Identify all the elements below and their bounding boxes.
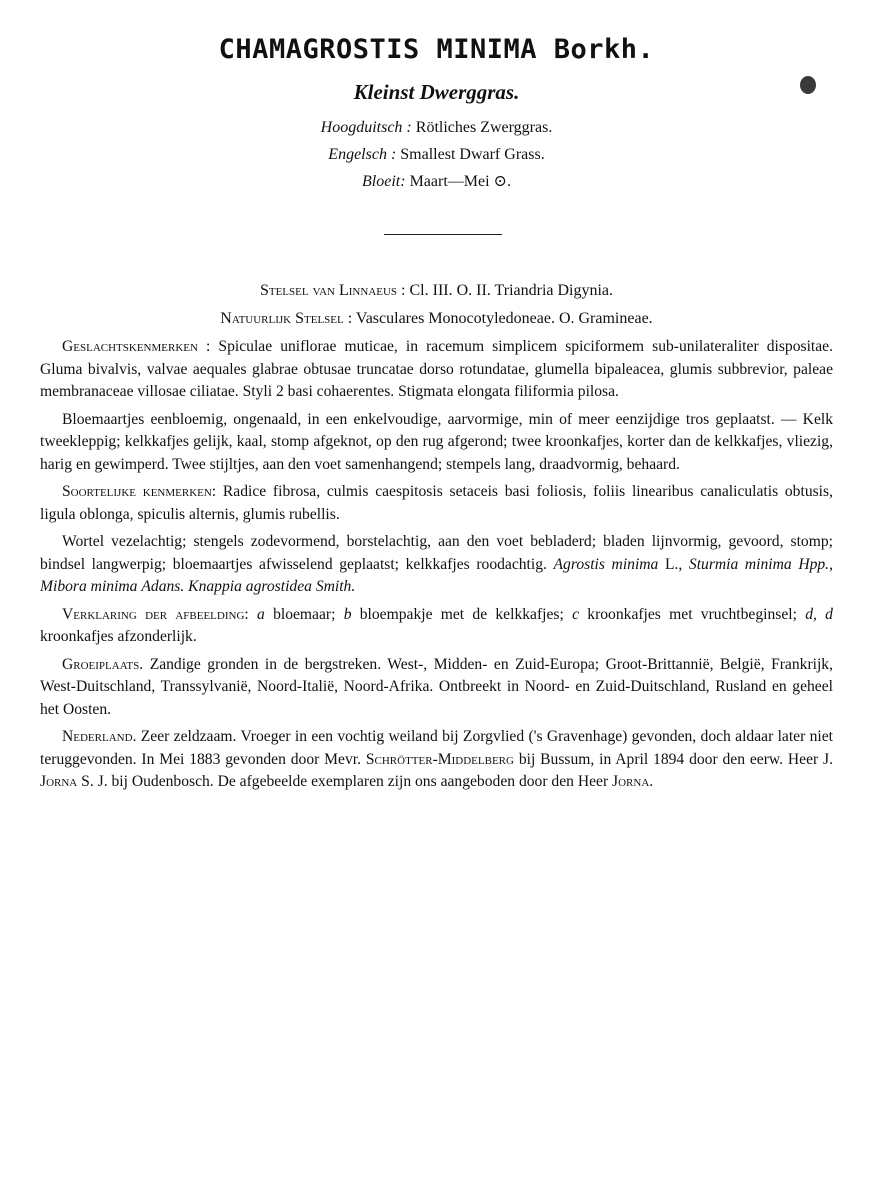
habitat-text: Zandige gronden in de bergstreken. West-, Midden- en Zuid-Europa; Groot-Brittannië, België, Frankrijk, West-Duitschland, Transsylvanië, Noord-Italië, Noord-Afrika. Ontbreekt in Noord- en Zuid-Duitschland, Rusland en geheel het Oosten. [40,655,834,718]
genus-latin-paragraph [40,336,833,404]
english-name-line [0,141,873,168]
german-name-label: Hoogduitsch : [320,119,412,136]
divider-rule [384,234,502,235]
synonym-4-author: Smith. [315,578,356,595]
habitat-label: Groeiplaats. [62,655,144,673]
person-jorna-1: Jorna [40,773,78,790]
synonym-2-author: Hpp. [798,555,830,573]
natural-system-value: Vasculares Monocotyledoneae. O. Gramineae. [355,310,653,327]
species-dutch-text: Wortel vezelachtig; stengels zodevormend, borstelachtig, aan den voet bebladerd; bladen lijnvormig, gevoord, stomp; bindsel langwerpig; bloemaartjes afwisselend geplaatst; kelkkafjes roodachtig. [40,533,833,573]
figure-b-letter: b [343,605,352,623]
figure-c-letter: c [572,605,579,623]
synonym-1-name: Agrostis minima [553,555,659,573]
english-name-value: Smallest Dwarf Grass. [400,146,545,163]
synonym-4-name: Knappia agrostidea [188,578,312,595]
figure-a-text: bloemaar; [273,605,336,623]
genus-dutch-paragraph: Bloemaartjes eenbloemig, ongenaald, in een enkelvoudige, aarvormige, min of meer eenzijdige tros geplaatst. — Kelk tweekleppig; kelkkafjes gelijk, kaal, stomp afgeknot, op den rug afgerond; twee kroonkafjes, korter dan de kelkkafjes, vliezig, harig en gewimperd. Twee stijltjes, aan den voet samenhangend; stempels lang, draadvormig, behaard. [40,410,833,473]
synonym-3-name: Mibora minima [40,578,138,595]
person-schrotter: Schrötter-Middelberg [365,750,514,768]
page-title: CHAMAGROSTIS MINIMA Borkh. [218,34,655,65]
genus-latin-text: Spiculae uniflorae muticae, in racemum simplicem spiciformem sub-unilateraliter dispositae. Gluma bivalvis, valvae aequales glabrae obtusae truncatae dorso rotundatae, glumella bipaleacea, glumis subbrevior, paleae membranaceae villosae ciliatae. Styli 2 basi cohaerentes. Stigmata elongata filiformia pilosa. [40,338,833,400]
german-name-line [0,114,873,141]
natural-system-label: Natuurlijk Stelsel : [220,310,353,327]
species-label: Soortelijke kenmerken: [62,483,217,500]
netherlands-text-2: bij Bussum, in April 1894 door den eerw. Heer J. [518,750,834,768]
flowering-label: Bloeit: [362,173,406,190]
synonym-2-name: Sturmia minima [688,555,792,573]
natural-system-line [0,310,873,328]
synonym-3-author: Adans. [141,578,185,595]
netherlands-paragraph [40,726,833,794]
synonym-1-author: L. [664,555,679,573]
flowering-line [0,168,873,195]
english-name-label: Engelsch : [328,146,397,163]
figure-b-text: bloempakje met de kelkkafjes; [359,605,564,623]
person-jorna-2: Jorna [612,773,650,790]
species-latin-text: Radice fibrosa, culmis caespitosis setaceis basi foliosis, foliis linearibus canaliculatis obtusis, ligula oblonga, spiculis alternis, glumis rubellis. [40,483,833,523]
netherlands-text-3: S. J. bij Oudenbosch. De afgebeelde exemplaren zijn ons aangeboden door den Heer [81,773,609,790]
flowering-value: Maart—Mei ⊙. [409,173,511,190]
ink-blot [800,76,816,94]
figure-label: Verklaring der afbeelding: [62,605,249,623]
linnaeus-label: Stelsel van Linnaeus : [259,282,406,299]
habitat-paragraph [40,654,833,722]
vernacular-names [0,114,873,195]
genus-label: Geslachtskenmerken : [62,338,211,355]
figure-explanation-paragraph [40,604,833,649]
linnaeus-system-line [0,282,873,300]
figure-d-letters: d, d [805,605,833,623]
dutch-name: Kleinst Dwerggras. [353,80,520,104]
species-dutch-paragraph: Wortel vezelachtig; stengels zodevormend, borstelachtig, aan den voet bebladerd; bladen lijnvormig, gevoord, stomp; bindsel langwerpig; bloemaartjes afwisselend geplaatst; kelkkafjes roodachtig. Agrostis minima L., Sturmia minima Hpp., Mibora minima Adans. Knappia agrostidea Smith. [40,533,833,595]
german-name-value: Rötliches Zwerggras. [415,119,553,136]
figure-d-text: kroonkafjes afzonderlijk. [40,628,197,645]
figure-a-letter: a [257,605,265,623]
netherlands-text-4: . [649,773,654,790]
netherlands-label: Nederland. [62,728,137,745]
species-latin-paragraph [40,481,833,526]
linnaeus-value: Cl. III. O. II. Triandria Digynia. [409,282,614,299]
description-body [40,336,833,799]
netherlands-text-1: Zeer zeldzaam. Vroeger in een vochtig weiland bij Zorgvlied ('s Gravenhage) gevonden, doch aldaar later niet teruggevonden. In Mei 1883 gevonden door Mevr. [40,728,833,768]
figure-c-text: kroonkafjes met vruchtbeginsel; [587,605,797,623]
